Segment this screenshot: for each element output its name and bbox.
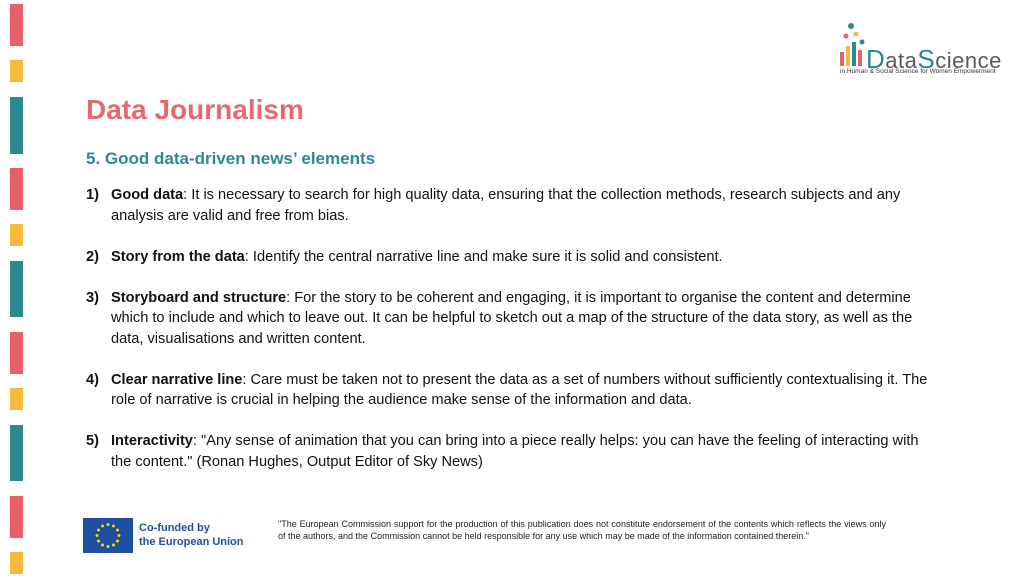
item-number: 5)	[86, 433, 99, 449]
item-number: 1)	[86, 187, 99, 203]
decor-bar-red	[10, 168, 23, 210]
list-item	[86, 288, 936, 350]
item-text: : Care must be taken not to present the data as a set of numbers without sufficiently contextualising it. The role of narrative is crucial in helping the audience make sense of the information and data.	[111, 371, 928, 408]
decor-bar-teal	[10, 261, 23, 317]
decor-bar-teal	[10, 425, 23, 481]
section-subtitle: 5. Good data-driven news’ elements	[86, 149, 376, 168]
item-number: 4)	[86, 371, 99, 388]
item-text: : "Any sense of animation that you can bring into a piece really helps: you can have the feeling of interacting with the content." (Ronan Hughes, Output Editor of Sky News)	[111, 433, 919, 470]
list-item	[86, 247, 936, 268]
item-heading: Clear narrative line	[111, 371, 243, 388]
decor-bar-yellow	[10, 60, 23, 82]
item-text: : Identify the central narrative line and make sure it is solid and consistent.	[244, 248, 723, 265]
eu-flag-icon	[83, 518, 133, 553]
item-number: 2)	[86, 248, 99, 265]
item-heading: Story from the data	[111, 248, 245, 265]
decor-bar-red	[10, 496, 23, 538]
item-text: : For the story to be coherent and engaging, it is important to organise the content and determine which to include and which to leave out. It can be helpful to sketch out a map of the structure of the data story, as well as the data, visualisations and written content.	[111, 289, 913, 347]
decor-bar-yellow	[10, 388, 23, 410]
decor-bar-yellow	[10, 552, 23, 574]
item-heading: Storyboard and structure	[111, 289, 287, 306]
list-item	[86, 370, 936, 411]
item-heading: Good data	[111, 187, 184, 203]
eu-disclaimer: "The European Commission support for the production of this publication does not constitute endorsement of the contents which reflects the views only of the authors, and the Commission cannot be held responsible for any use which may be made of the information contained therein."	[278, 519, 886, 541]
eu-cofunded-label	[139, 521, 244, 549]
item-text: : It is necessary to search for high quality data, ensuring that the collection methods, research subjects and any analysis are valid and free from bias.	[111, 187, 901, 224]
decor-bar-yellow	[10, 224, 23, 246]
logo-tagline: in Human & Social Science for Women Empowerment	[840, 68, 996, 75]
decor-bar-teal	[10, 97, 23, 154]
list-item	[86, 185, 936, 226]
bar-chart-logo-icon	[838, 22, 868, 72]
elements-list	[86, 185, 936, 493]
eu-label-line1: Co-funded by	[139, 522, 210, 534]
item-number: 3)	[86, 289, 99, 306]
eu-label-line2: the European Union	[139, 536, 244, 548]
logo-wordmark: DataScience	[866, 44, 1002, 74]
page-title: Data Journalism	[86, 94, 304, 125]
decor-bar-red	[10, 332, 23, 374]
item-heading: Interactivity	[111, 433, 193, 449]
list-item	[86, 431, 936, 472]
decor-bar-red	[10, 4, 23, 46]
datascience-logo	[838, 20, 1008, 80]
